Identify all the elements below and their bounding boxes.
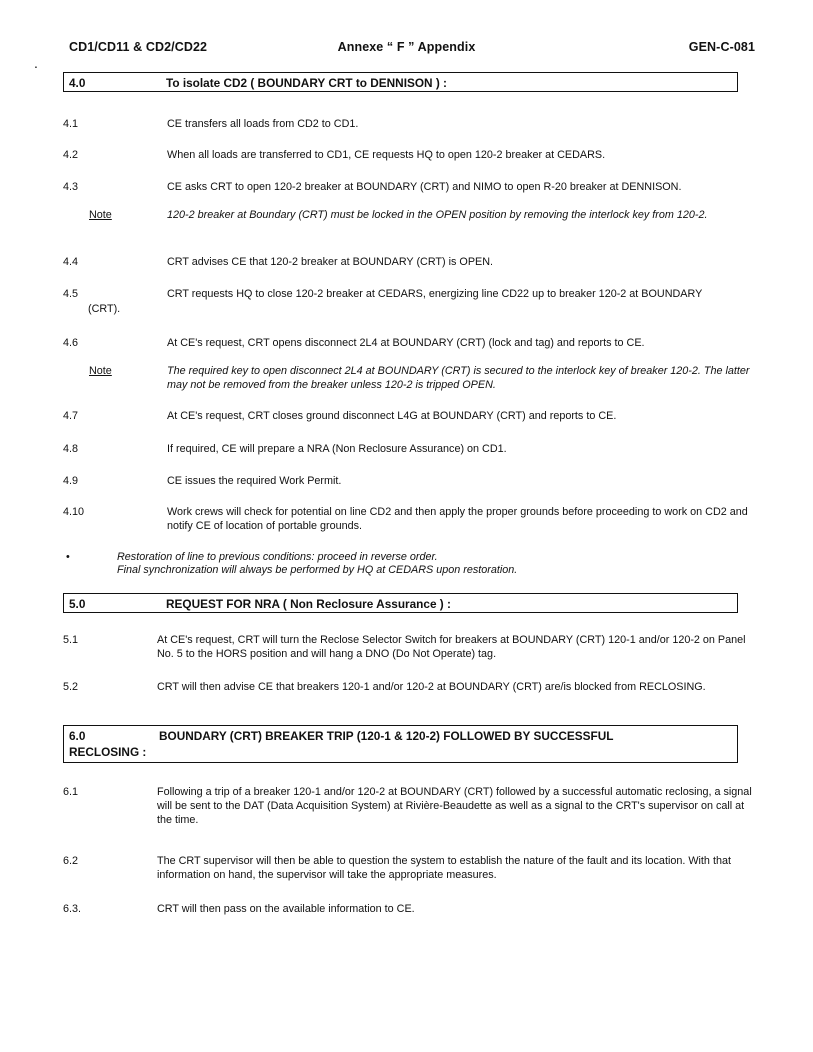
item-text: At CE's request, CRT will turn the Reclose Selector Switch for breakers at BOUNDARY (CRT) 120-1 and/or 120-2 on Panel No. 5 to the HORS position and will hang a DNO (Do Not Operate) tag. — [157, 634, 746, 660]
bullet-icon: • — [66, 551, 70, 563]
section-number: 6.0 — [69, 729, 86, 743]
header-left: CD1/CD11 & CD2/CD22 — [69, 40, 208, 54]
restoration-line-2: Final synchronization will always be performed by HQ at CEDARS upon restoration. — [117, 564, 518, 576]
item-text: Work crews will check for potential on line CD2 and then apply the proper grounds before proceeding to work on CD2 and notify CE of location of portable grounds. — [167, 506, 748, 532]
item-text: Following a trip of a breaker 120-1 and/or 120-2 at BOUNDARY (CRT) followed by a successful automatic reclosing, a signal will be sent to the DAT (Data Acquisition System) at Rivière-Beaudette as well as a signal to the CRT's supervisor on call at the time. — [157, 786, 752, 826]
item-text: CRT requests HQ to close 120-2 breaker at CEDARS, energizing line CD22 up to breaker 120-2 at BOUNDARY — [167, 288, 703, 300]
item-text: At CE's request, CRT opens disconnect 2L4 at BOUNDARY (CRT) (lock and tag) and reports to CE. — [167, 337, 645, 349]
item-number: 4.6 — [63, 337, 79, 349]
note-label: Note — [89, 209, 112, 221]
item-number: 6.3. — [63, 903, 82, 915]
item-text: CE issues the required Work Permit. — [167, 475, 342, 487]
item-number: 4.2 — [63, 149, 79, 161]
item-number: 4.3 — [63, 181, 79, 193]
item-number: 4.5 — [63, 288, 79, 300]
item-text: CRT advises CE that 120-2 breaker at BOUNDARY (CRT) is OPEN. — [167, 256, 494, 268]
section-title: BOUNDARY (CRT) BREAKER TRIP (120-1 & 120-2) FOLLOWED BY SUCCESSFUL — [159, 729, 614, 743]
item-text: When all loads are transferred to CD1, CE requests HQ to open 120-2 breaker at CEDARS. — [167, 149, 606, 161]
item-number: 6.2 — [63, 855, 79, 867]
item-number: 5.1 — [63, 634, 79, 646]
item-text: The CRT supervisor will then be able to question the system to establish the nature of the fault and its location. With that information on hand, the supervisor will take the appropriate measures. — [157, 855, 731, 881]
section-title: To isolate CD2 ( BOUNDARY CRT to DENNISON ) : — [166, 76, 447, 90]
section-title-continuation: RECLOSING : — [69, 745, 147, 759]
item-text: CE asks CRT to open 120-2 breaker at BOUNDARY (CRT) and NIMO to open R-20 breaker at DENNISON. — [167, 181, 682, 193]
item-number: 4.7 — [63, 410, 79, 422]
item-number: 4.4 — [63, 256, 79, 268]
item-text-continuation: (CRT). — [88, 303, 121, 315]
item-text: If required, CE will prepare a NRA (Non Reclosure Assurance) on CD1. — [167, 443, 507, 455]
item-text: CRT will then pass on the available information to CE. — [157, 903, 415, 915]
item-number: 5.2 — [63, 681, 79, 693]
item-text: CRT will then advise CE that breakers 120-1 and/or 120-2 at BOUNDARY (CRT) are/is blocked from RECLOSING. — [157, 681, 706, 693]
margin-mark: . — [34, 55, 38, 71]
item-number: 4.9 — [63, 475, 79, 487]
note-label: Note — [89, 365, 112, 377]
item-number: 4.1 — [63, 118, 79, 130]
section-5-heading-box — [63, 593, 738, 613]
item-text: At CE's request, CRT closes ground disconnect L4G at BOUNDARY (CRT) and reports to CE. — [167, 410, 617, 422]
header-center: Annexe “ F ” Appendix — [337, 40, 476, 54]
item-text: CE transfers all loads from CD2 to CD1. — [167, 118, 359, 130]
restoration-line-1: Restoration of line to previous conditions: proceed in reverse order. — [117, 551, 438, 563]
item-number: 4.10 — [63, 506, 85, 518]
section-title: REQUEST FOR NRA ( Non Reclosure Assurance ) : — [166, 597, 451, 611]
section-6-heading-box — [63, 725, 738, 763]
header-right: GEN-C-081 — [688, 40, 755, 54]
section-number: 5.0 — [69, 597, 86, 611]
note-text: 120-2 breaker at Boundary (CRT) must be locked in the OPEN position by removing the interlock key from 120-2. — [167, 209, 708, 221]
note-text: The required key to open disconnect 2L4 at BOUNDARY (CRT) is secured to the interlock key of breaker 120-2. The latter may not be removed from the breaker unless 120-2 is tripped OPEN. — [167, 365, 750, 391]
section-4-heading-box — [63, 72, 738, 92]
section-number: 4.0 — [69, 76, 86, 90]
item-number: 4.8 — [63, 443, 79, 455]
item-number: 6.1 — [63, 786, 79, 798]
